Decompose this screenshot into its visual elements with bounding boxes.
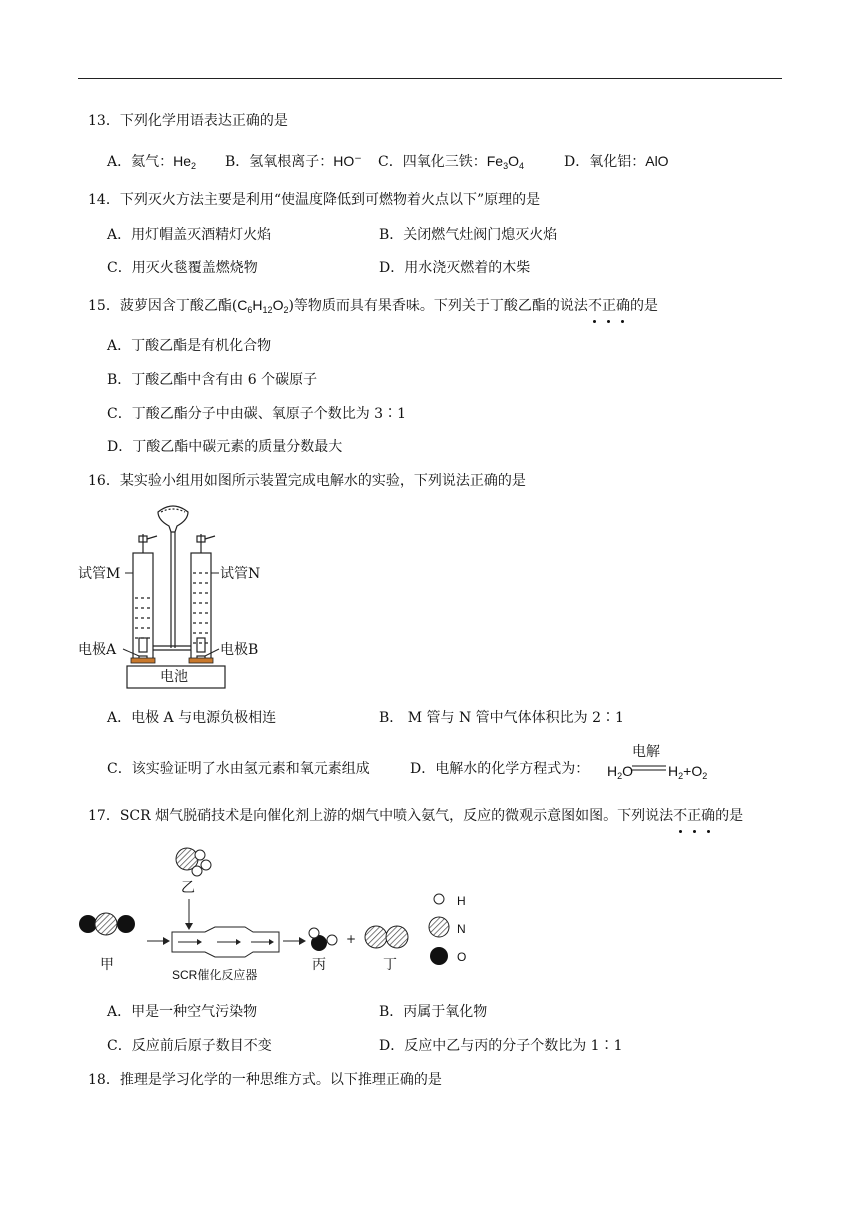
q17-stem: 17．SCR 烟气脱硝技术是向催化剂上游的烟气中喷入氨气，反应的微观示意图如图。下列说法不正确的是 <box>88 808 744 824</box>
q16-option-c[interactable]: C．该实验证明了水由氢元素和氧元素组成 <box>107 761 370 777</box>
q16-option-a[interactable]: A．电极 A 与电源负极相连 <box>107 710 277 726</box>
label-scr-reactor: SCR催化反应器 <box>172 968 258 982</box>
label-tube-m: 试管M <box>78 566 121 582</box>
emphasis-char: 不 <box>673 808 688 824</box>
header-rule <box>78 78 782 79</box>
q15-option-a[interactable]: A．丁酸乙酯是有机化合物 <box>107 338 272 354</box>
label-jia: 甲 <box>100 957 114 973</box>
q17-option-d[interactable]: D．反应中乙与丙的分子个数比为 1∶1 <box>379 1038 623 1054</box>
label-plus: + <box>346 932 357 946</box>
q13-option-d[interactable]: D．氧化铝：AlO <box>564 153 669 170</box>
legend-h: H <box>457 894 466 908</box>
q14-option-d[interactable]: D．用水浇灭燃着的木柴 <box>379 260 531 276</box>
legend-o: O <box>457 950 467 964</box>
q13-option-a[interactable]: A．氦气：$He_2$ <box>107 153 197 171</box>
q14-stem: 14．下列灭火方法主要是利用“使温度降低到可燃物着火点以下”原理的是 <box>88 192 541 208</box>
equation-equal-sign <box>632 764 666 772</box>
q13-option-c[interactable]: C．四氧化三铁：$Fe_3O_4$ <box>378 153 524 171</box>
scr-reaction-figure <box>75 835 495 985</box>
q17-option-c[interactable]: C．反应前后原子数目不变 <box>107 1038 272 1054</box>
emphasis-char: 正 <box>601 298 616 314</box>
q14-option-a[interactable]: A．用灯帽盖灭酒精灯火焰 <box>107 227 272 243</box>
q15-option-b[interactable]: B．丁酸乙酯中含有由 6 个碳原子 <box>107 372 318 388</box>
legend-n: N <box>457 922 466 936</box>
q14-option-c[interactable]: C．用灭火毯覆盖燃烧物 <box>107 260 258 276</box>
q17-option-a[interactable]: A．甲是一种空气污染物 <box>107 1004 258 1020</box>
emphasis-char: 确 <box>701 808 716 824</box>
label-yi: 乙 <box>181 880 195 896</box>
label-electrode-b: 电极B <box>220 642 259 658</box>
q16-stem: 16．某实验小组用如图所示装置完成电解水的实验，下列说法正确的是 <box>88 473 526 489</box>
q14-option-b[interactable]: B．关闭燃气灶阀门熄灭火焰 <box>379 227 558 243</box>
label-bing: 丙 <box>312 957 326 973</box>
q17-option-b[interactable]: B．丙属于氧化物 <box>379 1004 488 1020</box>
q16-option-b[interactable]: B． M 管与 N 管中气体体积比为 2∶1 <box>379 710 624 726</box>
label-battery: 电池 <box>160 669 188 685</box>
emphasis-char: 不 <box>587 298 602 314</box>
emphasis-char: 确 <box>615 298 630 314</box>
label-tube-n: 试管N <box>220 566 261 582</box>
emphasis-char: 正 <box>687 808 702 824</box>
q13-option-b[interactable]: B．氢氧根离子：HO− <box>225 153 362 170</box>
q18-stem: 18．推理是学习化学的一种思维方式。以下推理正确的是 <box>88 1072 442 1088</box>
equation-condition: 电解 <box>632 744 660 760</box>
q15-option-d[interactable]: D．丁酸乙酯中碳元素的质量分数最大 <box>107 439 343 455</box>
q15-stem: 15．菠萝因含丁酸乙酯$(C_6H_{12}O_2)$等物质而具有果香味。下列关于丁酸乙酯的说法不正确的是 <box>88 297 658 315</box>
q16-option-d[interactable]: D．电解水的化学方程式为： <box>410 761 590 777</box>
electrolysis-apparatus-figure <box>75 498 275 693</box>
electrolysis-equation: $H_2O$ <box>607 763 634 781</box>
label-ding: 丁 <box>383 957 397 973</box>
label-electrode-a: 电极A <box>78 642 117 658</box>
q15-option-c[interactable]: C．丁酸乙酯分子中由碳、氧原子个数比为 3∶1 <box>107 406 406 422</box>
equation-products: $H_2+O_2$ <box>668 763 708 781</box>
q13-stem: 13．下列化学用语表达正确的是 <box>88 113 288 129</box>
